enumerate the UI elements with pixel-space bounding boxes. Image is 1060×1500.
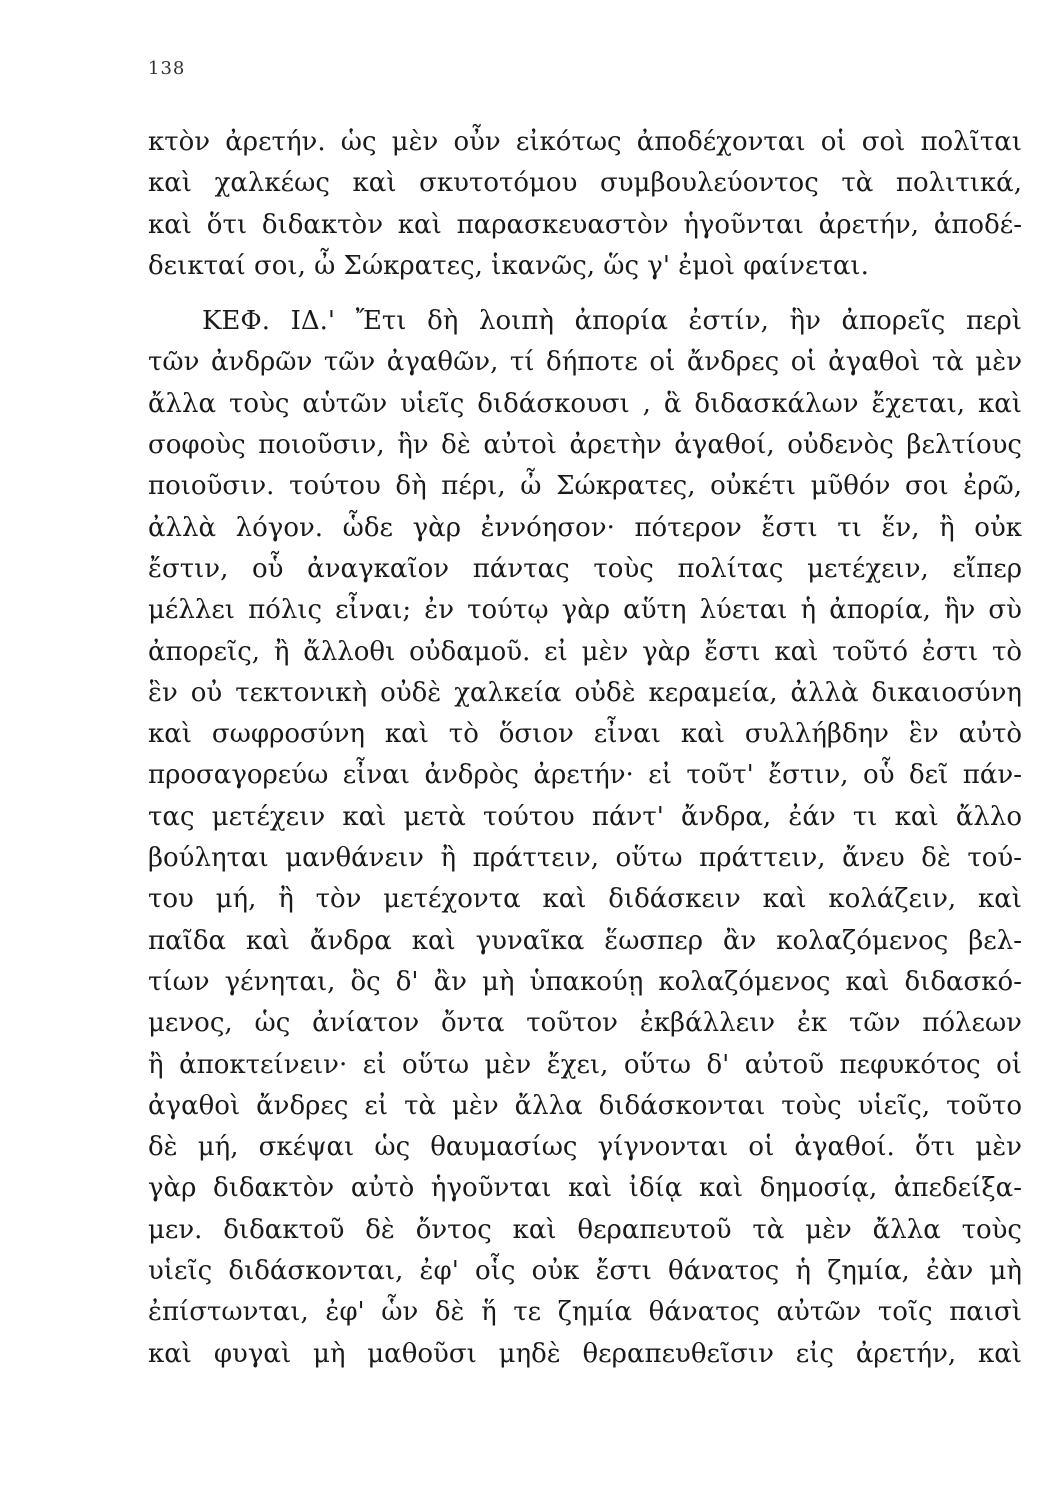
text-line: δὲ μή, σκέψαι ὡς θαυμασίως γίγνονται οἱ ἀγαθοί. ὅτι μὲν — [148, 1132, 1022, 1163]
text-line: ἀγαθοὶ ἄνδρες εἰ τὰ μὲν ἄλλα διδάσκονται τοὺς υἱεῖς, τοῦτο — [148, 1090, 1022, 1121]
text-line: ἄλλα τοὺς αὑτῶν υἱεῖς διδάσκουσι , ἃ διδασκάλων ἔχεται, καὶ — [148, 388, 1022, 419]
text-line: καὶ χαλκέως καὶ σκυτοτόμου συμβουλεύοντος τὰ πολιτικά, — [148, 168, 1022, 199]
text-line: μενος, ὡς ἀνίατον ὄντα τοῦτον ἐκβάλλειν ἐκ τῶν πόλεων — [148, 1008, 1022, 1039]
text-line: παῖδα καὶ ἄνδρα καὶ γυναῖκα ἕωσπερ ἂν κολαζόμενος βελ- — [148, 925, 1022, 956]
text-line: ποιοῦσιν. τούτου δὴ πέρι, ὦ Σώκρατες, οὐκέτι μῦθόν σοι ἐρῶ, — [148, 471, 1022, 502]
text-line: ἀπορεῖς, ἢ ἄλλοθι οὐδαμοῦ. εἰ μὲν γὰρ ἔστι καὶ τοῦτό ἐστι τὸ — [148, 636, 1022, 667]
text-line: μέλλει πόλις εἶναι; ἐν τούτῳ γὰρ αὕτη λύεται ἡ ἀπορία, ἣν σὺ — [148, 595, 1022, 626]
text-line: προσαγορεύω εἶναι ἀνδρὸς ἀρετήν· εἰ τοῦτ' ἔστιν, οὗ δεῖ πάν- — [148, 760, 1022, 791]
text-line: του μή, ἢ τὸν μετέχοντα καὶ διδάσκειν καὶ κολάζειν, καὶ — [148, 884, 1022, 915]
text-line: τίων γένηται, ὃς δ' ἂν μὴ ὑπακούῃ κολαζόμενος καὶ διδασκό- — [148, 966, 1022, 997]
text-line: υἱεῖς διδάσκονται, ἐφ' οἷς οὐκ ἔστι θάνατος ἡ ζημία, ἐὰν μὴ — [148, 1256, 1022, 1287]
text-line: ἓν οὐ τεκτονικὴ οὐδὲ χαλκεία οὐδὲ κεραμεία, ἀλλὰ δικαιοσύνη — [148, 677, 1022, 708]
text-line: ἀλλὰ λόγον. ὧδε γὰρ ἐννόησον· πότερον ἔστι τι ἕν, ἢ οὐκ — [148, 512, 1022, 543]
text-line: τῶν ἀνδρῶν τῶν ἀγαθῶν, τί δήποτε οἱ ἄνδρες οἱ ἀγαθοὶ τὰ μὲν — [148, 347, 1022, 378]
body-text — [148, 122, 1022, 1375]
text-line: ἢ ἀποκτείνειν· εἰ οὕτω μὲν ἔχει, οὕτω δ' αὐτοῦ πεφυκότος οἱ — [148, 1049, 1022, 1080]
page-number: 138 — [148, 58, 186, 79]
text-line: ἐπίστωνται, ἐφ' ὧν δὲ ἥ τε ζημία θάνατος αὐτῶν τοῖς παισὶ — [148, 1297, 1022, 1328]
text-line: καὶ φυγαὶ μὴ μαθοῦσι μηδὲ θεραπευθεῖσιν εἰς ἀρετήν, καὶ — [148, 1338, 1022, 1369]
text-line: βούληται μανθάνειν ἢ πράττειν, οὕτω πράττειν, ἄνευ δὲ τού- — [148, 843, 1022, 874]
text-line: δεικταί σοι, ὦ Σώκρατες, ἱκανῶς, ὥς γ' ἐμοὶ φαίνεται. — [148, 250, 869, 281]
text-line: ἔστιν, οὗ ἀναγκαῖον πάντας τοὺς πολίτας μετέχειν, εἴπερ — [148, 553, 1022, 584]
chapter-heading-line: ΚΕΦ. ΙΔ.' Ἔτι δὴ λοιπὴ ἀπορία ἐστίν, ἣν ἀπορεῖς περὶ — [202, 306, 1022, 337]
text-line: γὰρ διδακτὸν αὐτὸ ἡγοῦνται καὶ ἰδίᾳ καὶ δημοσίᾳ, ἀπεδείξα- — [148, 1173, 1022, 1204]
text-line: τας μετέχειν καὶ μετὰ τούτου πάντ' ἄνδρα, ἐάν τι καὶ ἄλλο — [148, 801, 1022, 832]
text-line: σοφοὺς ποιοῦσιν, ἣν δὲ αὐτοὶ ἀρετὴν ἀγαθοί, οὐδενὸς βελτίους — [148, 430, 1022, 461]
text-line: μεν. διδακτοῦ δὲ ὄντος καὶ θεραπευτοῦ τὰ μὲν ἄλλα τοὺς — [148, 1214, 1022, 1245]
text-line: καὶ ὅτι διδακτὸν καὶ παρασκευαστὸν ἡγοῦνται ἀρετήν, ἀποδέ- — [148, 209, 1022, 240]
text-line: καὶ σωφροσύνη καὶ τὸ ὅσιον εἶναι καὶ συλλήβδην ἓν αὐτὸ — [148, 719, 1022, 750]
text-line: κτὸν ἀρετήν. ὡς μὲν οὖν εἰκότως ἀποδέχονται οἱ σοὶ πολῖται — [148, 127, 1022, 157]
